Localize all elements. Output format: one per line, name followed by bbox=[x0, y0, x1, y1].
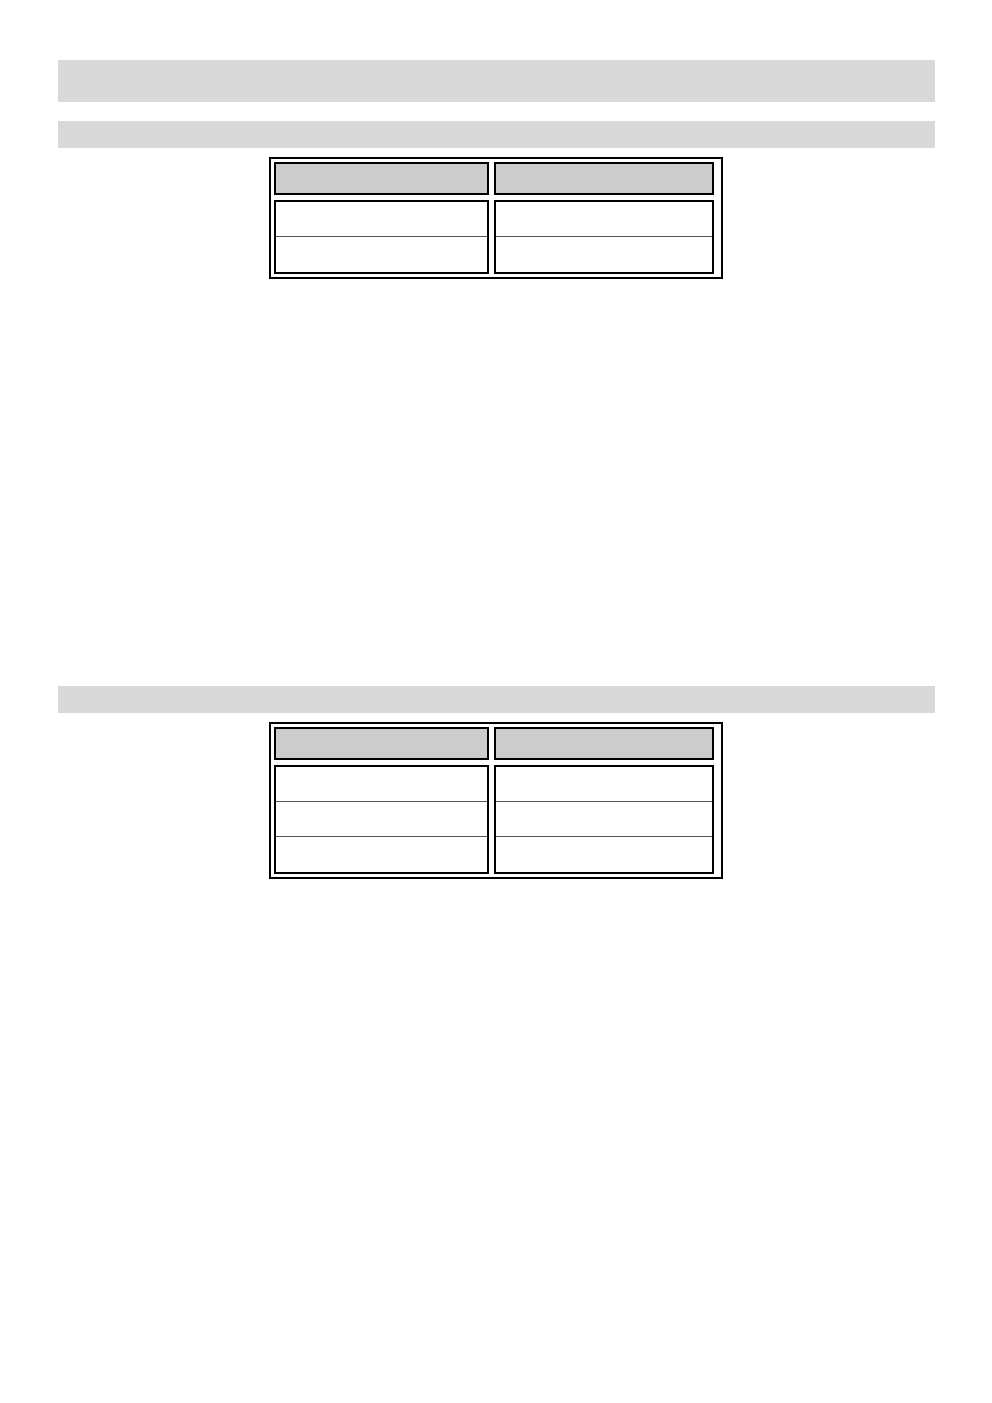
word-column bbox=[274, 765, 489, 874]
pin-border-bottom bbox=[42, 1356, 954, 1368]
meaning-cell[interactable] bbox=[496, 837, 712, 872]
meaning-cell[interactable] bbox=[496, 202, 712, 237]
table-header-meaning bbox=[494, 727, 714, 760]
word-cell bbox=[276, 237, 487, 272]
word-cell bbox=[276, 837, 487, 872]
pin-border-right bbox=[942, 55, 954, 1355]
word-column bbox=[274, 200, 489, 274]
pin-border-left bbox=[42, 55, 54, 1355]
meaning-cell[interactable] bbox=[496, 237, 712, 272]
table-header-meaning bbox=[494, 162, 714, 195]
vocab-table-lesson-1 bbox=[269, 157, 723, 279]
meaning-cell[interactable] bbox=[496, 802, 712, 837]
table-header-word bbox=[274, 727, 489, 760]
word-cell bbox=[276, 767, 487, 802]
lesson-bar-1 bbox=[58, 121, 935, 148]
meaning-cell[interactable] bbox=[496, 767, 712, 802]
lesson-bar-2 bbox=[58, 686, 935, 713]
table-header-word bbox=[274, 162, 489, 195]
word-cell bbox=[276, 802, 487, 837]
unit-title-bar bbox=[58, 60, 935, 102]
vocab-table-lesson-2 bbox=[269, 722, 723, 879]
meaning-column bbox=[494, 200, 714, 274]
pin-border-top bbox=[42, 43, 954, 55]
word-cell bbox=[276, 202, 487, 237]
meaning-column bbox=[494, 765, 714, 874]
